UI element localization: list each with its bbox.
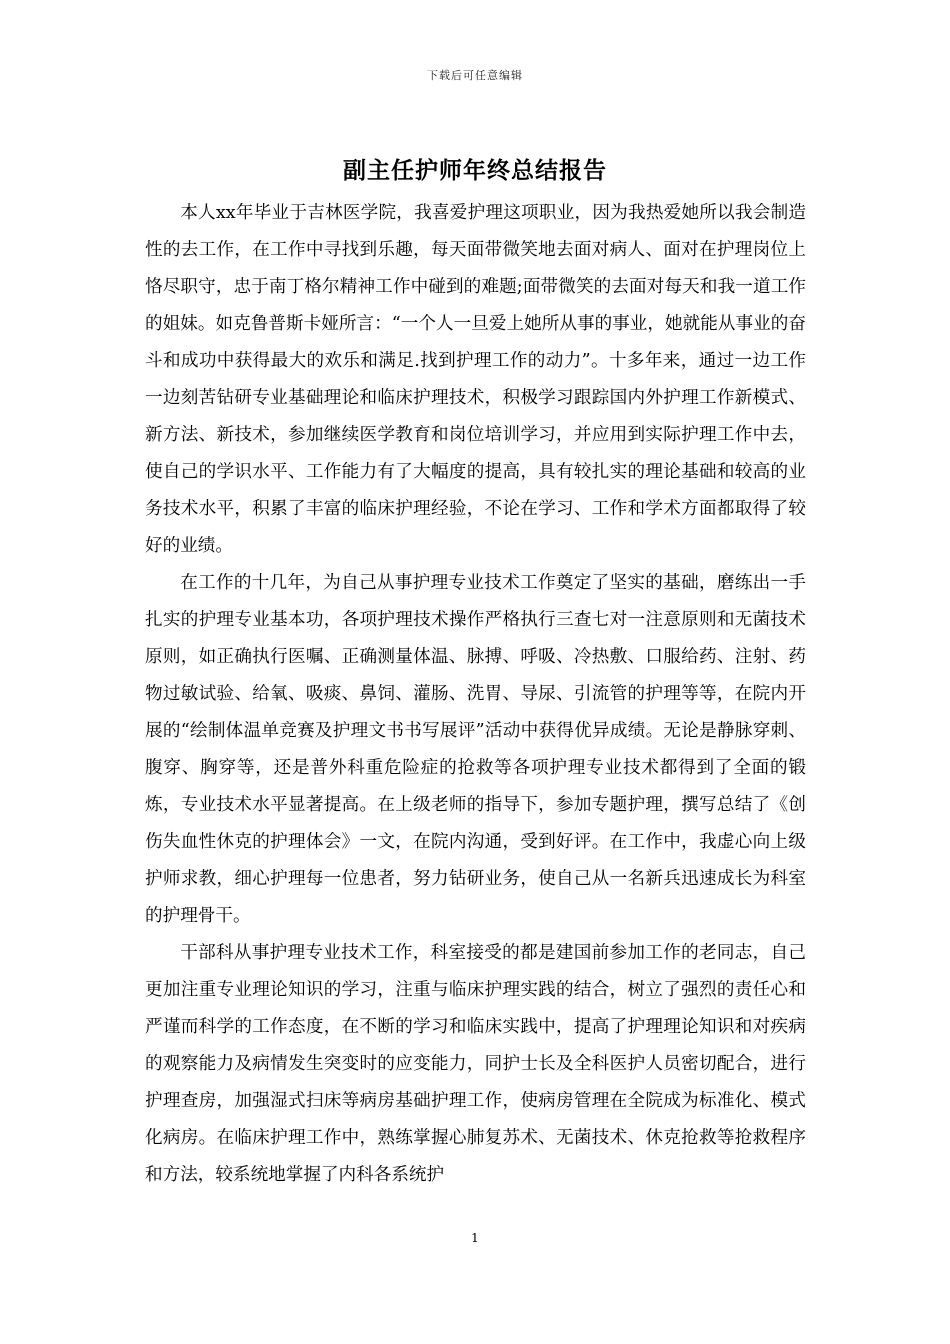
paragraph: 本人xx年毕业于吉林医学院，我喜爱护理这项职业，因为我热爱她所以我会制造性的去工作，在工作中寻找到乐趣，每天面带微笑地去面对病人、面对在护理岗位上恪尽职守，忠于南丁格尔精神工作中碰到的难题;面带微笑的去面对每天和我一道工作的姐妹。如克鲁普斯卡娅所言：“一个人一旦爱上她所从事的事业，她就能从事业的奋斗和成功中获得最大的欢乐和满足.找到护理工作的动力”。十多年来，通过一边工作一边刻苦钻研专业基础理论和临床护理技术，积极学习跟踪国内外护理工作新模式、新方法、新技术，参加继续医学教育和岗位培训学习，并应用到实际护理工作中去，使自己的学识水平、工作能力有了大幅度的提高，具有较扎实的理论基础和较高的业务技术水平，积累了丰富的临床护理经验，不论在学习、工作和学术方面都取得了较好的业绩。 <box>145 203 806 556</box>
paragraph: 干部科从事护理专业技术工作，科室接受的都是建国前参加工作的老同志，自己更加注重专业理论知识的学习，注重与临床护理实践的结合，树立了强烈的责任心和严谨而科学的工作态度，在不断的学习和临床实践中，提高了护理理论知识和对疾病的观察能力及病情发生突变时的应变能力，同护士长及全科医护人员密切配合，进行护理查房，加强湿式扫床等病房基础护理工作，使病房管理在全院成为标准化、模式化病房。在临床护理工作中，熟练掌握心肺复苏术、无菌技术、休克抢救等抢救程序和方法，较系统地掌握了内科各系统护 <box>145 943 806 1185</box>
document-title: 副主任护师年终总结报告 <box>343 157 607 184</box>
document-body <box>145 195 806 1194</box>
paragraph: 在工作的十几年，为自己从事护理专业技术工作奠定了坚实的基础，磨练出一手扎实的护理专业基本功，各项护理技术操作严格执行三查七对一注意原则和无菌技术原则，如正确执行医嘱、正确测量体温、脉搏、呼吸、冷热敷、口服给药、注射、药物过敏试验、给氧、吸痰、鼻饲、灌肠、洗胃、导尿、引流管的护理等等，在院内开展的“绘制体温单竞赛及护理文书书写展评”活动中获得优异成绩。无论是静脉穿刺、腹穿、胸穿等，还是普外科重危险症的抢救等各项护理专业技术都得到了全面的锻炼，专业技术水平显著提高。在上级老师的指导下，参加专题护理，撰写总结了《创伤失血性休克的护理体会》一文，在院内沟通，受到好评。在工作中，我虚心向上级护师求教，细心护理每一位患者，努力钻研业务，使自己从一名新兵迅速成长为科室的护理骨干。 <box>145 573 806 926</box>
page-number: 1 <box>471 1231 479 1245</box>
header-note: 下载后可任意编辑 <box>427 69 523 82</box>
